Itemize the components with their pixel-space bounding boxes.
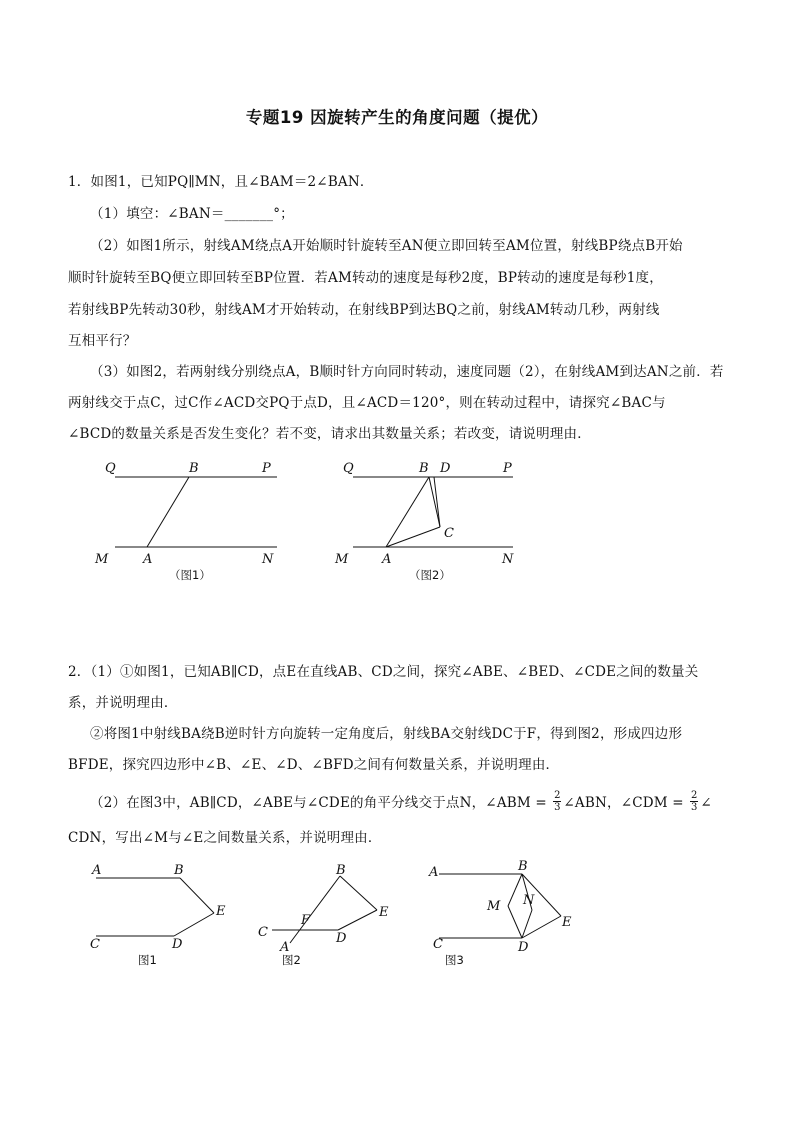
label-b: B	[174, 863, 184, 878]
segment-ab	[147, 477, 189, 547]
figure3-caption: 图3	[445, 953, 464, 967]
label-q: Q	[343, 461, 354, 476]
problem1-part1: （1）填空：∠BAN＝_______°；	[90, 206, 294, 222]
label-a: A	[143, 552, 153, 567]
label-f: F	[301, 913, 311, 928]
segment-md	[508, 906, 522, 938]
label-c: C	[258, 925, 268, 940]
frac-den: 3	[691, 802, 698, 813]
label-p: P	[262, 461, 271, 476]
problem2-part2-line2: CDN，写出∠M与∠E之间数量关系，并说明理由．	[68, 830, 382, 846]
label-b: B	[419, 461, 429, 476]
problem2-number: 2．	[68, 664, 91, 680]
label-c: C	[444, 526, 454, 541]
problem2-part1a-line1	[68, 662, 698, 682]
label-a: A	[429, 865, 439, 880]
label-p: P	[503, 461, 512, 476]
label-m: M	[95, 552, 109, 567]
fraction-two-thirds-2	[690, 790, 698, 813]
label-q: Q	[105, 461, 116, 476]
frac-den: 3	[554, 802, 561, 813]
part2-tail: ∠	[700, 795, 712, 811]
problem1-part3-line3: ∠BCD的数量关系是否发生变化？若不变，请求出其数量关系；若改变，请说明理由．	[68, 426, 591, 442]
label-c: C	[433, 937, 443, 952]
problem1-part2-line4: 互相平行？	[68, 333, 137, 349]
label-b: B	[189, 461, 199, 476]
problem1-part3-line1: （3）如图2，若两射线分别绕点A，B顺时针方向同时转动，速度同题（2），在射线AM到达AN之前．若	[90, 364, 724, 380]
problem1-part2-line1: （2）如图1所示，射线AM绕点A开始顺时针旋转至AN便立即回转至AM位置，射线BP绕点B开始	[90, 238, 683, 254]
problem2-part1a-text: （1）①如图1，已知AB∥CD，点E在直线AB、CD之间，探究∠ABE、∠BED、∠CDE之间的数量关	[90, 664, 699, 680]
problem1-figure1	[95, 455, 285, 585]
label-e: E	[216, 904, 226, 919]
label-n: N	[523, 893, 535, 908]
label-b: B	[336, 863, 346, 878]
problem1-part2-line2: 顺时针旋转至BQ便立即回转至BP位置．若AM转动的速度是每秒2度，BP转动的速度是每秒1度，	[68, 270, 663, 286]
problem1-number: 1．	[68, 174, 91, 190]
label-d: D	[518, 940, 529, 955]
segment-be	[180, 878, 214, 913]
problem2-part1b-line1: ②将图1中射线BA绕B逆时针方向旋转一定角度后，射线BA交射线DC于F，得到图2，形成四边形	[90, 726, 683, 742]
segment-ed	[522, 916, 561, 938]
figure1-caption: 图1	[138, 953, 157, 967]
fraction-two-thirds-1	[553, 790, 561, 813]
figure2-caption: 图2	[282, 953, 301, 967]
label-n: N	[262, 552, 274, 567]
label-e: E	[562, 915, 572, 930]
problem2-figure1	[88, 858, 248, 973]
label-m: M	[335, 552, 349, 567]
segment-ab	[386, 477, 429, 547]
label-d: D	[440, 461, 451, 476]
segment-nd	[522, 910, 532, 938]
label-n: N	[502, 552, 514, 567]
problem1-intro-text: 如图1，已知PQ∥MN，且∠BAM＝2∠BAN．	[90, 174, 374, 190]
problem2-part2-line1	[90, 792, 712, 815]
ray-ba	[290, 876, 340, 943]
label-m: M	[487, 899, 501, 914]
figure2-caption: （图2）	[409, 568, 451, 582]
problem1-intro	[68, 172, 374, 192]
segment-ac	[386, 527, 440, 547]
frac-num: 2	[554, 790, 561, 801]
label-a: A	[382, 552, 392, 567]
label-b: B	[518, 859, 528, 874]
problem2-part1a-line2: 系，并说明理由．	[68, 695, 178, 711]
segment-ed	[338, 910, 377, 930]
segment-ed	[174, 913, 214, 936]
label-d: D	[336, 931, 347, 946]
part2-mid: ∠ABN，∠CDM =	[563, 795, 684, 811]
problem2-part1b-line2: BFDE，探究四边形中∠B、∠E、∠D、∠BFD之间有何数量关系，并说明理由．	[68, 757, 560, 773]
label-e: E	[379, 905, 389, 920]
label-a: A	[92, 863, 102, 878]
page-title: 专题19 因旋转产生的角度问题（提优）	[245, 108, 549, 127]
problem2-figure2	[252, 858, 402, 973]
frac-num: 2	[691, 790, 698, 801]
label-d: D	[172, 937, 183, 952]
segment-bm	[508, 874, 522, 906]
problem2-figure3	[425, 858, 585, 973]
part2-pre: （2）在图3中，AB∥CD，∠ABE与∠CDE的角平分线交于点N，∠ABM =	[90, 795, 547, 811]
label-c: C	[90, 937, 100, 952]
problem1-part2-line3: 若射线BP先转动30秒，射线AM才开始转动，在射线BP到达BQ之前，射线AM转动几秒，两射线	[68, 302, 660, 318]
figure1-caption: （图1）	[169, 568, 211, 582]
problem1-part3-line2: 两射线交于点C，过C作∠ACD交PQ于点D，且∠ACD＝120°，则在转动过程中，请探究∠BAC与	[68, 395, 666, 411]
label-a: A	[280, 940, 290, 955]
segment-be	[340, 876, 377, 910]
problem1-figure2	[333, 455, 523, 585]
